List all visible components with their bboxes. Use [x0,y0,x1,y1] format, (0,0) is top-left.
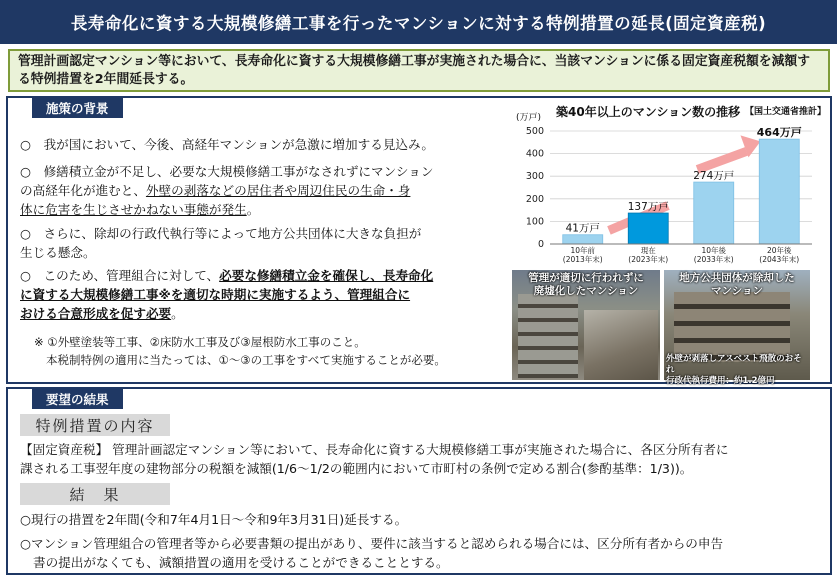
background-tag: 施策の背景 [32,98,123,118]
y-tick-label: 500 [525,126,544,137]
result-2-line-2: 書の提出がなくても、減額措置の適用を受けることができることとする。 [33,555,449,570]
bullet-4-part-e: 。 [171,306,184,321]
summary-box: 管理計画認定マンション等において、長寿命化に資する大規模修繕工事が実施された場合に、当該マンションに係る固定資産税額を減額する特例措置を2年間延長する。 [8,49,830,92]
content-line-1: 【固定資産税】 管理計画認定マンション等において、長寿命化に資する大規模修繕工事が実施された場合に、各区分所有者に [20,442,729,457]
bullet-2-part-a: ○ 修繕積立金が不足し、必要な大規模修繕工事がなされずにマンション [20,164,434,179]
bullet-2-part-d: 体に危害を生じさせかねない事態が発生 [20,202,247,217]
photo-left-caption: 管理が適切に行われずに 廃墟化したマンション [528,272,644,297]
chart-unit: (万戸) [516,113,542,123]
bullet-2-part-b: の高経年化が進むと、 [20,183,146,198]
bullet-3-part-b: 生じる懸念。 [20,245,96,260]
result-2 [20,534,830,572]
bar [628,213,668,244]
y-tick-label: 0 [537,239,544,250]
bullet-2-part-e: 。 [246,202,260,217]
x-tick-label: (2033年末) [693,255,734,264]
photo-abandoned-building [518,294,578,378]
content-line-2: 課される工事翌年度の建物部分の税額を減額(1/6～1/2の範囲内において市町村の条例で定める割合(参酌基準：1/3))。 [20,461,693,476]
background-bullet-4 [20,266,482,323]
trend-arrow-2 [697,151,746,169]
bullet-4-part-a: ○ このため、管理組合に対して、 [20,268,220,283]
photo-demolished [664,270,810,386]
bar-value-label: 41万戸 [565,222,600,235]
x-tick-label: 20年後 [766,246,792,255]
photo-right-caption: 地方公共団体が除却した マンション [679,272,795,297]
y-tick-label: 300 [525,171,544,183]
background-bullet-1: ○ 我が国において、今後、高経年マンションが急激に増加する見込み。 [20,137,434,152]
y-tick-label: 400 [525,148,544,160]
result-band: 結 果 [20,483,170,505]
bullet-3-part-a: ○ さらに、除却の行政代執行等によって地方公共団体に大きな負担が [20,226,422,241]
content-text [20,440,830,478]
result-2-line-1: ○マンション管理組合の管理者等から必要書類の提出があり、要件に該当すると認められる場合には、区分所有者からの申告 [20,536,724,551]
background-bullet-2 [20,162,482,219]
content-band: 特例措置の内容 [20,414,170,436]
result-1: ○現行の措置を2年間(令和7年4月1日～令和9年3月31日)延長する。 [20,512,408,527]
bullet-2-part-c: 外壁の剥落などの居住者や周辺住民の生命・身 [145,183,411,198]
x-tick-label: (2043年末) [759,255,800,264]
bar [759,139,799,244]
bar [563,235,603,244]
y-tick-label: 100 [525,216,544,228]
photo-right-footer: 外壁が剥落しアスベスト飛散のおそれ 行政代執行費用：約1.2億円 [666,354,802,386]
chart-svg [510,115,830,270]
footnote-2: 本税制特例の適用に当たっては、①～③の工事をすべて実施することが必要。 [46,353,446,367]
page-title: 長寿命化に資する大規模修繕工事を行ったマンションに対する特例措置の延長(固定資産税) [0,0,837,44]
bar-value-label: 464万戸 [756,126,802,140]
x-tick-label: (2023年末) [628,255,669,264]
chart-source: 【国土交通省推計】 [745,107,827,117]
bullet-4-part-d: おける合意形成を促す必要 [20,306,172,321]
x-tick-label: 10年後 [701,246,727,255]
bar [694,182,734,244]
x-tick-label: 現在 [640,246,656,255]
photo-abandoned-debris [584,310,658,380]
x-tick-label: (2013年末) [562,255,603,264]
photo-demolished-building [674,292,790,362]
footnote-1: ※ ①外壁塗装等工事、②床防水工事及び③屋根防水工事のこと。 [34,335,366,349]
result-tag: 要望の結果 [32,389,123,409]
bar-value-label: 137万戸 [627,201,669,214]
bar-value-label: 274万戸 [693,170,735,183]
y-tick-label: 200 [525,193,544,205]
bullet-4-part-b: 必要な修繕積立金を確保し、長寿命化 [219,268,434,283]
background-bullet-3 [20,224,482,262]
chart-title: 築40年以上のマンション数の推移 [556,105,741,119]
photo-abandoned [512,270,660,380]
x-tick-label: 10年前 [570,246,596,255]
bullet-4-part-c: に資する大規模修繕工事※を適切な時期に実施するよう、管理組合に [20,287,411,302]
